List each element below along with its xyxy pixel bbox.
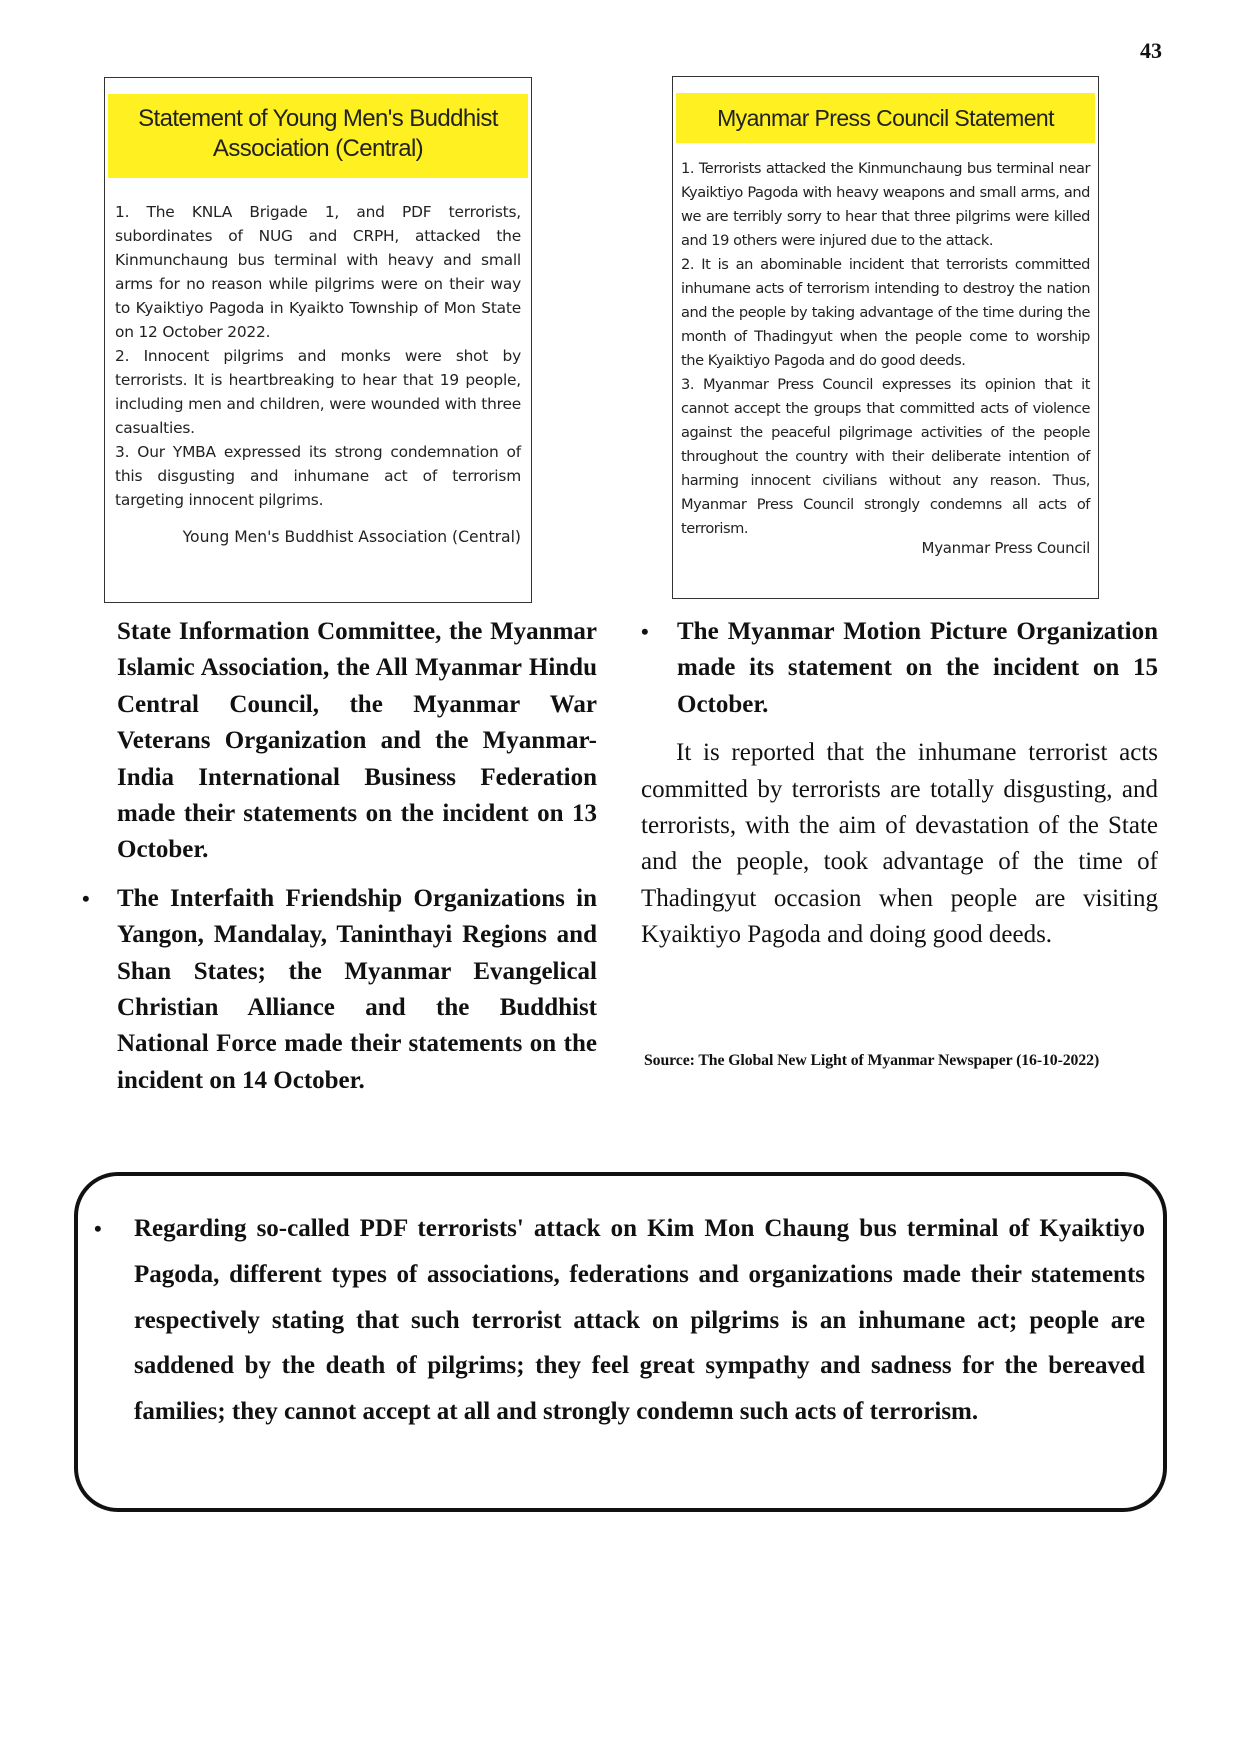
mpc-paragraph-3: 3. Myanmar Press Council expresses its opinion that it cannot accept the groups that committed acts of violence against the peaceful pilgrimage activities of the people throughout the country with their deliberate intention of harming innocent civilians without any reason. Thus, Myanmar Press Council strongly condemns all acts of terrorism.: [681, 376, 1090, 537]
mpc-paragraph-1: 1. Terrorists attacked the Kinmunchaung bus terminal near Kyaiktiyo Pagoda with heavy weapons and small arms, and we are terribly sorry to hear that three pilgrims were killed and 19 others were injured due to the attack.: [681, 160, 1090, 249]
right-bullet-text: The Myanmar Motion Picture Organization made its statement on the incident on 15 October.: [677, 618, 1158, 718]
ymba-paragraph-1: 1. The KNLA Brigade 1, and PDF terrorists, subordinates of NUG and CRPH, attacked the Kinmunchaung bus terminal with heavy and small arms for no reason while pilgrims were on their way to Kyaiktiyo Pagoda in Kyaikto Township of Mon State on 12 October 2022.: [115, 203, 521, 341]
mpc-statement-box: [672, 76, 1099, 599]
mpc-signature: Myanmar Press Council: [921, 539, 1090, 557]
ymba-signature: Young Men's Buddhist Association (Central): [182, 528, 521, 546]
left-bullet-text: The Interfaith Friendship Organizations in Yangon, Mandalay, Taninthayi Regions and Shan States; the Myanmar Evangelical Christian Alliance and the Buddhist National Force made their statements on the incident on 14 October.: [117, 884, 597, 1094]
ymba-paragraph-2: 2. Innocent pilgrims and monks were shot by terrorists. It is heartbreaking to hear that 19 people, including men and children, were wounded with three casualties.: [115, 347, 521, 437]
mpc-statement-body: [681, 157, 1090, 541]
mpc-statement-title: Myanmar Press Council Statement: [676, 93, 1095, 143]
bullet-icon: •: [82, 885, 90, 911]
summary-text-block: [94, 1206, 1145, 1435]
ymba-statement-title: Statement of Young Men's Buddhist Association (Central): [108, 94, 528, 178]
left-bullet-item: [82, 881, 597, 1099]
summary-text: Regarding so-called PDF terrorists' attack on Kim Mon Chaung bus terminal of Kyaiktiyo Pagoda, different types of associations, federations and organizations made their statements respectively stating that such terrorist attack on pilgrims is an inhumane act; people are saddened by the death of pilgrims; they feel great sympathy and sadness for the bereaved families; they cannot accept at all and strongly condemn such acts of terrorism.: [134, 1215, 1145, 1426]
right-body-paragraph: It is reported that the inhumane terrorist acts committed by terrorists are totally disgusting, and terrorists, with the aim of devastation of the State and the people, took advantage of the time of Thadingyut occasion when people are visiting Kyaiktiyo Pagoda and doing good deeds.: [641, 739, 1158, 949]
right-column: [641, 614, 1158, 954]
mpc-paragraph-2: 2. It is an abominable incident that terrorists committed inhumane acts of terrorism intending to destroy the nation and the people by taking advantage of the time during the month of Thadingyut when the people come to worship the Kyaiktiyo Pagoda and do good deeds.: [681, 256, 1090, 369]
right-bullet-item: [641, 614, 1158, 723]
left-column: [82, 614, 597, 1099]
ymba-statement-body: [115, 200, 521, 512]
bullet-icon: •: [94, 1216, 102, 1241]
source-citation: Source: The Global New Light of Myanmar Newspaper (16-10-2022): [644, 1052, 1100, 1069]
page-number: 43: [1140, 38, 1162, 63]
left-continuation-paragraph: State Information Committee, the Myanmar Islamic Association, the All Myanmar Hindu Central Council, the Myanmar War Veterans Organization and the Myanmar-India International Business Federation made their statements on the incident on 13 October.: [117, 618, 597, 864]
ymba-paragraph-3: 3. Our YMBA expressed its strong condemnation of this disgusting and inhumane act of terrorism targeting innocent pilgrims.: [115, 443, 521, 509]
ymba-statement-box: [104, 77, 532, 603]
bullet-icon: •: [641, 619, 649, 644]
